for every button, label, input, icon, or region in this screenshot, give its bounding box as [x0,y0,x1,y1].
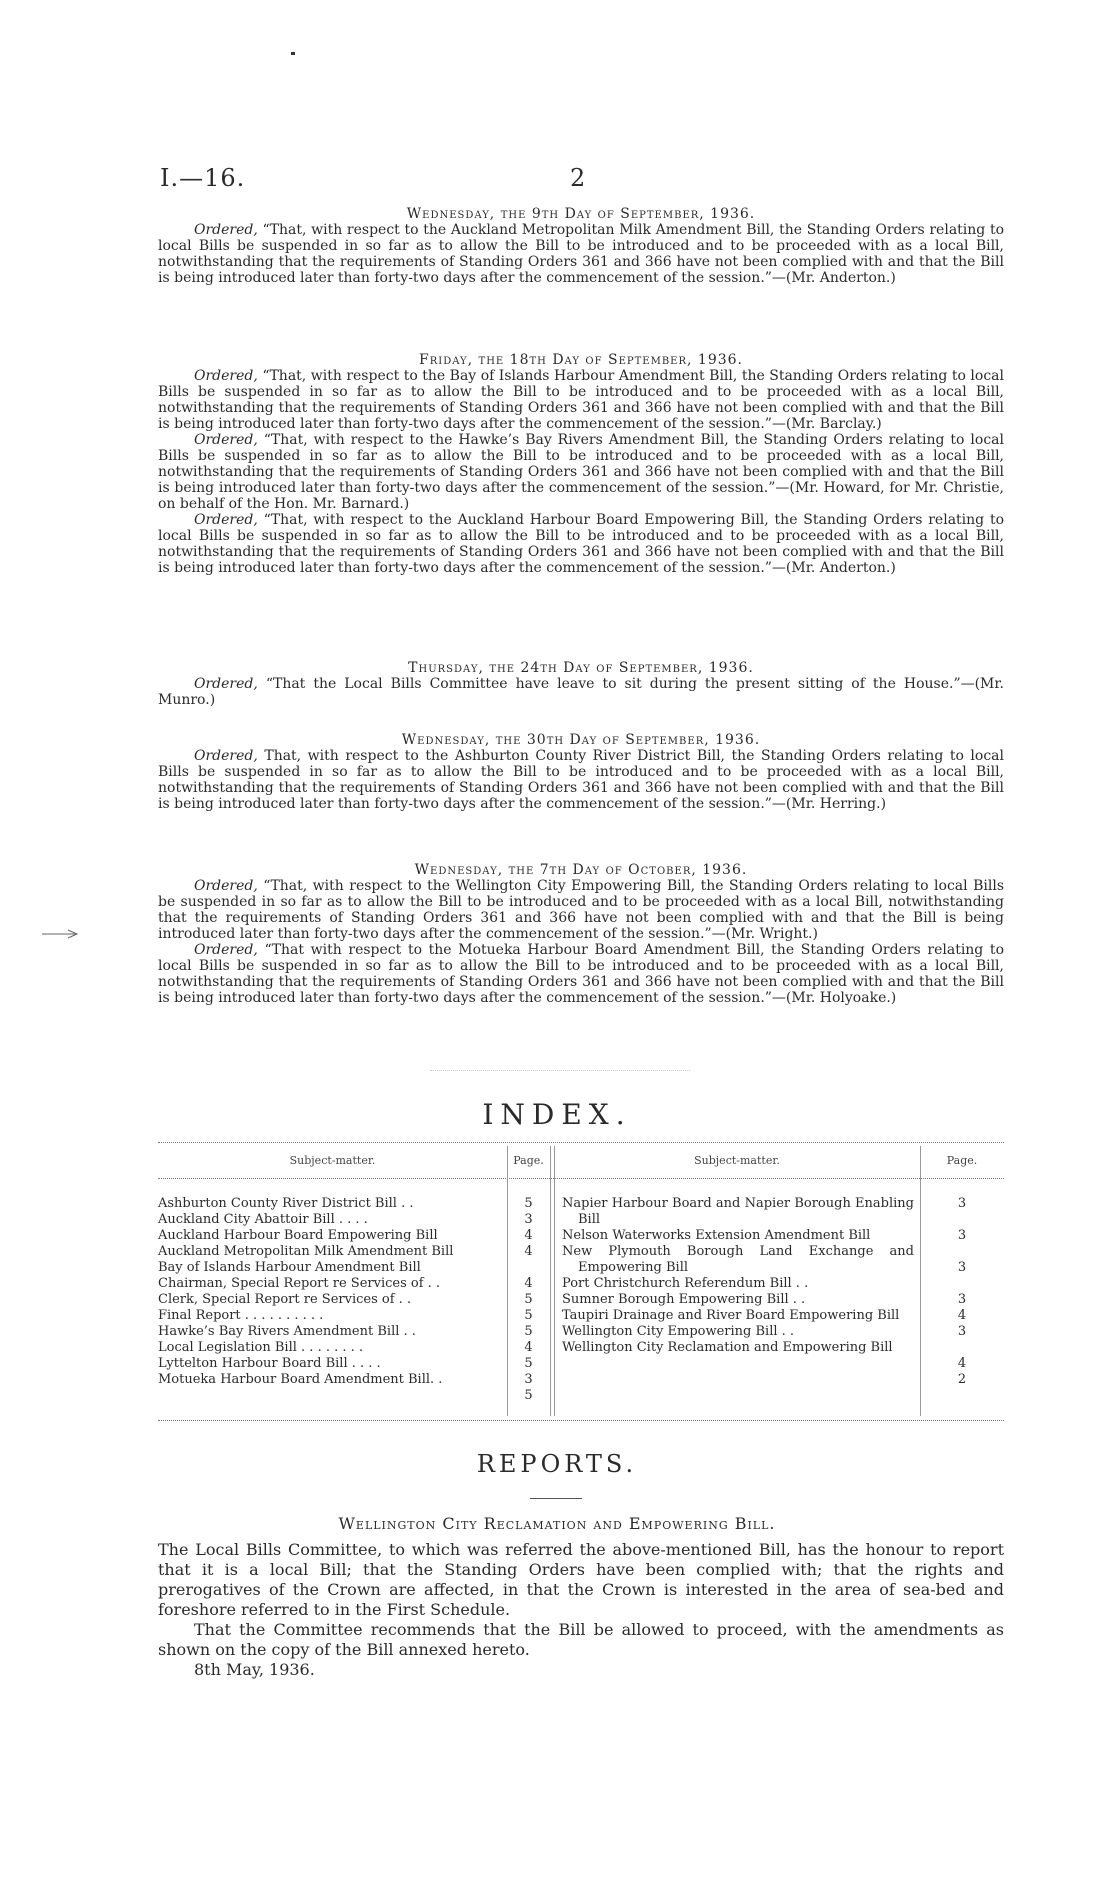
journal-entry [158,432,1004,512]
table-rule-header [158,1178,1004,1179]
report-heading: Wellington City Reclamation and Empowering Bill. [338,1514,776,1533]
column-divider [550,1146,551,1416]
index-entry-page: 5 [524,1292,533,1307]
ordered-label: Ordered, [194,222,258,238]
index-entry-page: 5 [524,1356,533,1371]
index-entry-subject: Local Legislation Bill . . . . . . . . [158,1340,364,1355]
column-header-subject: Subject-matter. [289,1154,376,1167]
index-entry-page: 4 [957,1356,967,1371]
entry-text: That, with respect to the Ashburton County River District Bill, the Standing Orders relating to local Bills be suspended in so far as to allow the Bill to be introduced and to be proceeded with as a local Bill, notwithstanding that the requirements of Standing Orders 361 and 366 have not been complied with and that the Bill is being introduced later than forty-two days after the commencement of the session.”—(Mr. Herring.) [158,748,1004,812]
index-title: INDEX. [482,1098,632,1131]
index-entry-page: 5 [524,1308,533,1323]
journal-entry [158,942,1004,1006]
print-mark [291,52,295,55]
journal-entry [158,748,1004,812]
report-date: 8th May, 1936. [194,1660,315,1679]
index-entry-subject: Auckland City Abattoir Bill . . . . [158,1212,368,1227]
index-entry-page: 5 [524,1196,533,1211]
title-rule [530,1498,582,1499]
date-heading: Wednesday, the 7th Day of October, 1936. [414,862,748,878]
index-entry-subject: Auckland Metropolitan Milk Amendment Bill [158,1244,454,1259]
table-rule-bottom [158,1420,1004,1421]
date-heading: Friday, the 18th Day of September, 1936. [419,352,743,368]
report-paragraph: The Local Bills Committee, to which was referred the above-mentioned Bill, has the honour to report that it is a local Bill; that the Standing Orders have been complied with; that the rights and prerogatives of the Crown are affected, in that the Crown is interested in the area of sea-bed and foreshore referred to in the First Schedule. [158,1540,1004,1619]
index-entry-subject: Napier Harbour Board and Napier Borough Enabling Bill [562,1196,914,1227]
index-entry-subject: Chairman, Special Report re Services of . . [158,1276,441,1291]
index-entry-subject: New Plymouth Borough Land Exchange and Empowering Bill [562,1244,914,1275]
date-heading: Wednesday, the 30th Day of September, 1936. [401,732,761,748]
column-header-page: Page. [946,1154,978,1167]
margin-arrow-icon [40,928,80,940]
ordered-label: Ordered, [194,512,258,528]
journal-section [158,862,1004,1006]
entry-text: “That the Local Bills Committee have leave to sit during the present sitting of the House.”—(Mr. Munro.) [158,676,1004,708]
index-entry-subject: Bay of Islands Harbour Amendment Bill [158,1260,421,1275]
index-left-column [158,1196,496,1388]
table-rule-top [158,1142,1004,1143]
reports-title: REPORTS. [476,1450,638,1478]
index-entry-page: 3 [957,1260,967,1275]
ordered-label: Ordered, [194,676,258,692]
journal-entry [158,512,1004,576]
column-header-subject: Subject-matter. [694,1154,780,1167]
entry-text: “That, with respect to the Bay of Islands Harbour Amendment Bill, the Standing Orders relating to local Bills be suspended in so far as to allow the Bill to be introduced and to be proceeded with as a local Bill, notwithstanding that the requirements of Standing Orders 361 and 366 have not been complied with and that the Bill is being introduced later than forty-two days after the commencement of the session.”—(Mr. Barclay.) [158,368,1005,432]
section-divider [430,1070,690,1071]
index-entry-page: 3 [957,1228,967,1243]
index-entry-page: 3 [524,1212,533,1227]
index-entry-page: 2 [957,1372,967,1387]
index-entry-subject: Sumner Borough Empowering Bill . . [562,1292,806,1307]
index-entry-page: 4 [524,1228,533,1243]
entry-text: “That with respect to the Motueka Harbour Board Amendment Bill, the Standing Orders relating to local Bills be suspended in so far as to allow the Bill to be introduced and to be proceeded with as a local Bill, notwithstanding that the requirements of Standing Orders 361 and 366 have not been complied with and that the Bill is being introduced later than forty-two days after the commencement of the session.”—(Mr. Holyoake.) [158,942,1004,1006]
index-entry-subject: Wellington City Empowering Bill . . [562,1324,795,1339]
index-entry-page: 4 [957,1308,967,1323]
index-entry-subject: Port Christchurch Referendum Bill . . [562,1276,809,1291]
report-body [158,1540,1004,1680]
entry-text: “That, with respect to the Hawke’s Bay Rivers Amendment Bill, the Standing Orders relating to local Bills be suspended in so far as to allow the Bill to be introduced and to be proceeded with as a local Bill, notwithstanding that the requirements of Standing Orders 361 and 366 have not been complied with and that the Bill is being introduced later than forty-two days after the commencement of the session.”—(Mr. Howard, for Mr. Christie, on behalf of the Hon. Mr. Barnard.) [158,432,1004,512]
journal-section [158,660,1004,708]
journal-section [158,352,1004,576]
journal-section [158,206,1004,286]
entry-text: “That, with respect to the Auckland Metropolitan Milk Amendment Bill, the Standing Orders relating to local Bills be suspended in so far as to allow the Bill to be introduced and to be proceeded with as a local Bill, notwithstanding that the requirements of Standing Orders 361 and 366 have not been complied with and that the Bill is being introduced later than forty-two days after the commencement of the session.”—(Mr. Anderton.) [158,222,1004,286]
index-entry-subject: Taupiri Drainage and River Board Empowering Bill [562,1308,900,1323]
index-entry-page: 3 [957,1196,967,1211]
index-entry-subject: Ashburton County River District Bill . . [158,1196,414,1211]
index-entry-subject: Auckland Harbour Board Empowering Bill [158,1228,438,1243]
index-entry-page: 3 [957,1292,967,1307]
index-entry-subject: Nelson Waterworks Extension Amendment Bill [562,1228,871,1243]
index-entry-page: 3 [957,1324,967,1339]
ordered-label: Ordered, [194,878,258,894]
date-heading: Wednesday, the 9th Day of September, 1936. [406,206,756,222]
index-left-pages [507,1196,550,1404]
entry-text: “That, with respect to the Auckland Harbour Board Empowering Bill, the Standing Orders relating to local Bills be suspended in so far as to allow the Bill to be introduced and to be proceeded with as a local Bill, notwithstanding that the requirements of Standing Orders 361 and 366 have not been complied with and that the Bill is being introduced later than forty-two days after the commencement of the session.”—(Mr. Anderton.) [158,512,1004,576]
index-right-column [562,1196,914,1356]
journal-entry [158,368,1004,432]
entry-text: “That, with respect to the Wellington City Empowering Bill, the Standing Orders relating to local Bills be suspended in so far as to allow the Bill to be introduced and to be proceeded with as a local Bill, notwithstanding that the requirements of Standing Orders 361 and 366 have not been complied with and that the Bill is being introduced later than forty-two days after the commencement of the session.”—(Mr. Wright.) [158,878,1004,942]
ordered-label: Ordered, [194,432,258,448]
index-entry-page: 5 [524,1388,533,1403]
journal-entry [158,878,1004,942]
ordered-label: Ordered, [194,368,258,384]
journal-section [158,732,1004,812]
index-entry-subject: Hawke’s Bay Rivers Amendment Bill . . [158,1324,416,1339]
index-entry-page: 5 [524,1324,533,1339]
index-entry-subject: Motueka Harbour Board Amendment Bill. . [158,1372,443,1387]
index-entry-page: 4 [524,1340,533,1355]
column-divider [554,1146,555,1416]
ordered-label: Ordered, [194,942,258,958]
report-paragraph: That the Committee recommends that the Bill be allowed to proceed, with the amendments as shown on the copy of the Bill annexed hereto. [158,1620,1004,1659]
index-entry-subject: Wellington City Reclamation and Empowering Bill [562,1340,893,1355]
index-entry-page: 3 [524,1372,533,1387]
index-right-pages [920,1196,1004,1388]
journal-entry [158,676,1004,708]
journal-entry [158,222,1004,286]
index-entry-page: 4 [524,1276,533,1291]
paper-series-number: I.—16. [160,164,246,192]
ordered-label: Ordered, [194,748,258,764]
index-entry-subject: Lyttelton Harbour Board Bill . . . . [158,1356,381,1371]
index-entry-page: 4 [524,1244,533,1259]
page-number: 2 [570,164,586,192]
index-table [158,1142,1004,1422]
index-entry-subject: Final Report . . . . . . . . . . [158,1308,324,1323]
column-header-page: Page. [513,1154,544,1167]
index-entry-subject: Clerk, Special Report re Services of . . [158,1292,412,1307]
date-heading: Thursday, the 24th Day of September, 1936. [408,660,754,676]
